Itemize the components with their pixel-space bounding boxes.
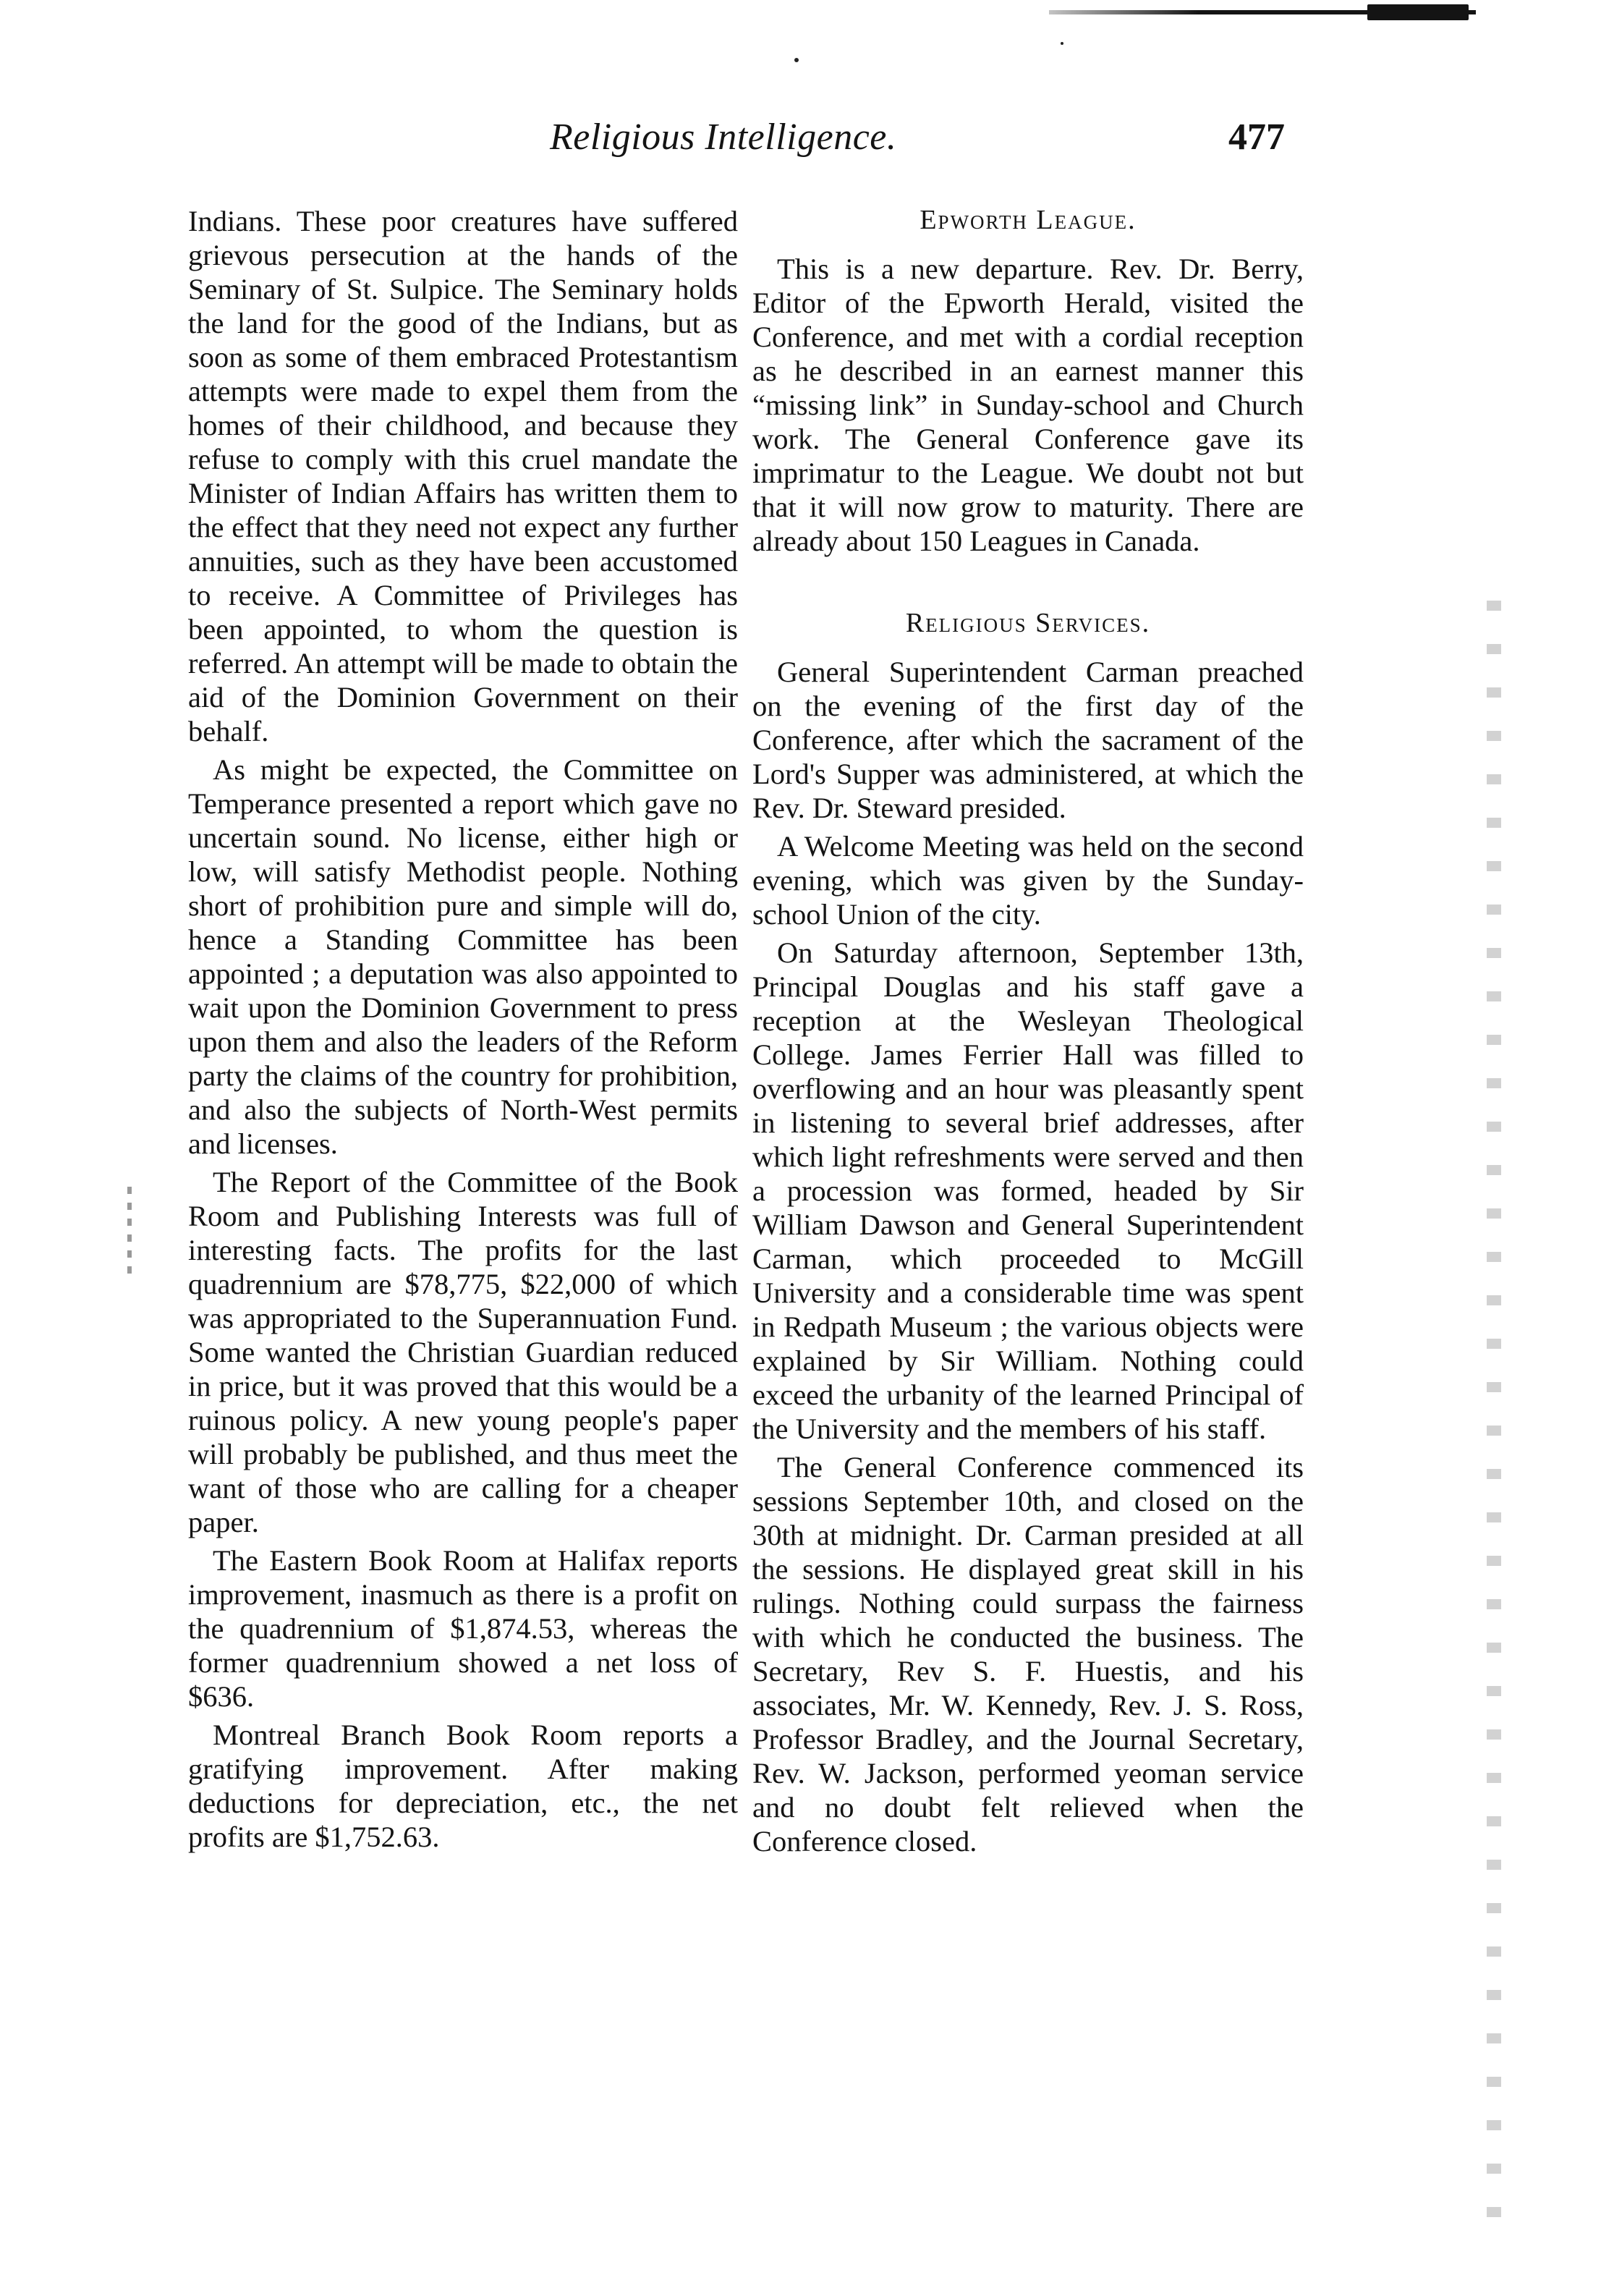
- paragraph: The General Conference commenced its sessions September 10th, and closed on the 30th at midnight. Dr. Carman presided at all the sessions. He displayed great skill in his rulings. Nothing could surpass the fairness with which he conducted the business. The Secretary, Rev S. F. Huestis, and his associates, Mr. W. Kennedy, Rev. J. S. Ross, Professor Bradley, and the Journal Secretary, Rev. W. Jackson, performed yeoman service and no doubt felt relieved when the Conference closed.: [752, 1451, 1304, 1857]
- running-title: Religious Intelligence.: [550, 117, 897, 158]
- paragraph: Indians. These poor creatures have suffered grievous persecution at the hands of the Seminary of St. Sulpice. The Seminary holds the land for the good of the Indians, but as soon as some of them embraced Protestantism attempts were made to expel them from the homes of their childhood, and because they refuse to comply with this cruel mandate the Minister of Indian Affairs has written them to the effect that they need not expect any further annuities, such as they have been accustomed to receive. A Committee of Privileges has been appointed, to whom the question is referred. An attempt will be made to obtain the aid of the Dominion Government on their behalf.: [188, 205, 738, 747]
- paragraph: General Superintendent Carman preached on the evening of the first day of the Conference, after which the sacrament of the Lord's Supper was administered, at which the Rev. Dr. Steward presided.: [752, 656, 1304, 824]
- paragraph: The Eastern Book Room at Halifax reports improvement, inasmuch as there is a profit on the quadrennium of $1,874.53, whereas the former quadrennium showed a net loss of $636.: [188, 1544, 738, 1713]
- paragraph: A Welcome Meeting was held on the second evening, which was given by the Sunday-school Union of the city.: [752, 830, 1304, 931]
- section-heading-religious-services: Religious Services.: [905, 608, 1151, 638]
- print-speck: [1061, 42, 1063, 45]
- page-header: [0, 116, 1601, 174]
- margin-bleed-marks: [127, 1187, 132, 1274]
- top-rule-accent: [1367, 4, 1469, 20]
- paragraph: As might be expected, the Committee on Temperance presented a report which gave no uncertain sound. No license, either high or low, will satisfy Methodist people. Nothing short of prohibition pure and simple will do, hence a Standing Committee has been appointed ; a deputation was also appointed to wait upon the Dominion Government to press upon them and also the leaders of the Reform party the claims of the country for prohibition, and also the subjects of North-West permits and licenses.: [188, 753, 738, 1160]
- paragraph: On Saturday afternoon, September 13th, Principal Douglas and his staff gave a reception at the Wesleyan Theological College. James Ferrier Hall was filled to overflowing and an hour was pleasantly spent in listening to several brief addresses, after which light refreshments were served and then a procession was formed, headed by Sir William Dawson and General Superintendent Carman, which proceeded to McGill University and a considerable time was spent in Redpath Museum ; the various objects were explained by Sir William. Nothing could exceed the urbanity of the learned Principal of the University and the members of his staff.: [752, 936, 1304, 1445]
- right-column: [752, 204, 1304, 1863]
- section-heading-epworth-league: Epworth League.: [920, 205, 1137, 235]
- paragraph: Montreal Branch Book Room reports a gratifying improvement. After making deductions for depreciation, etc., the net profits are $1,752.63.: [188, 1719, 738, 1853]
- paragraph: This is a new departure. Rev. Dr. Berry, Editor of the Epworth Herald, visited the Conference, and met with a cordial reception as he described in an earnest manner this “missing link” in Sunday-school and Church work. The General Conference gave its imprimatur to the League. We doubt not but that it will now grow to maturity. There are already about 150 Leagues in Canada.: [752, 253, 1304, 557]
- print-speck: [794, 58, 799, 62]
- paragraph: The Report of the Committee of the Book Room and Publishing Interests was full of interesting facts. The profits for the last quadrennium are $78,775, $22,000 of which was appropriated to the Superannuation Fund. Some wanted the Christian Guardian reduced in price, but it was proved that this would be a ruinous policy. A new young people's paper will probably be published, and thus meet the want of those who are calling for a cheaper paper.: [188, 1166, 738, 1538]
- margin-bleed-marks: [1487, 601, 1501, 2229]
- page-number: 477: [1228, 117, 1285, 158]
- left-column: [188, 204, 738, 1858]
